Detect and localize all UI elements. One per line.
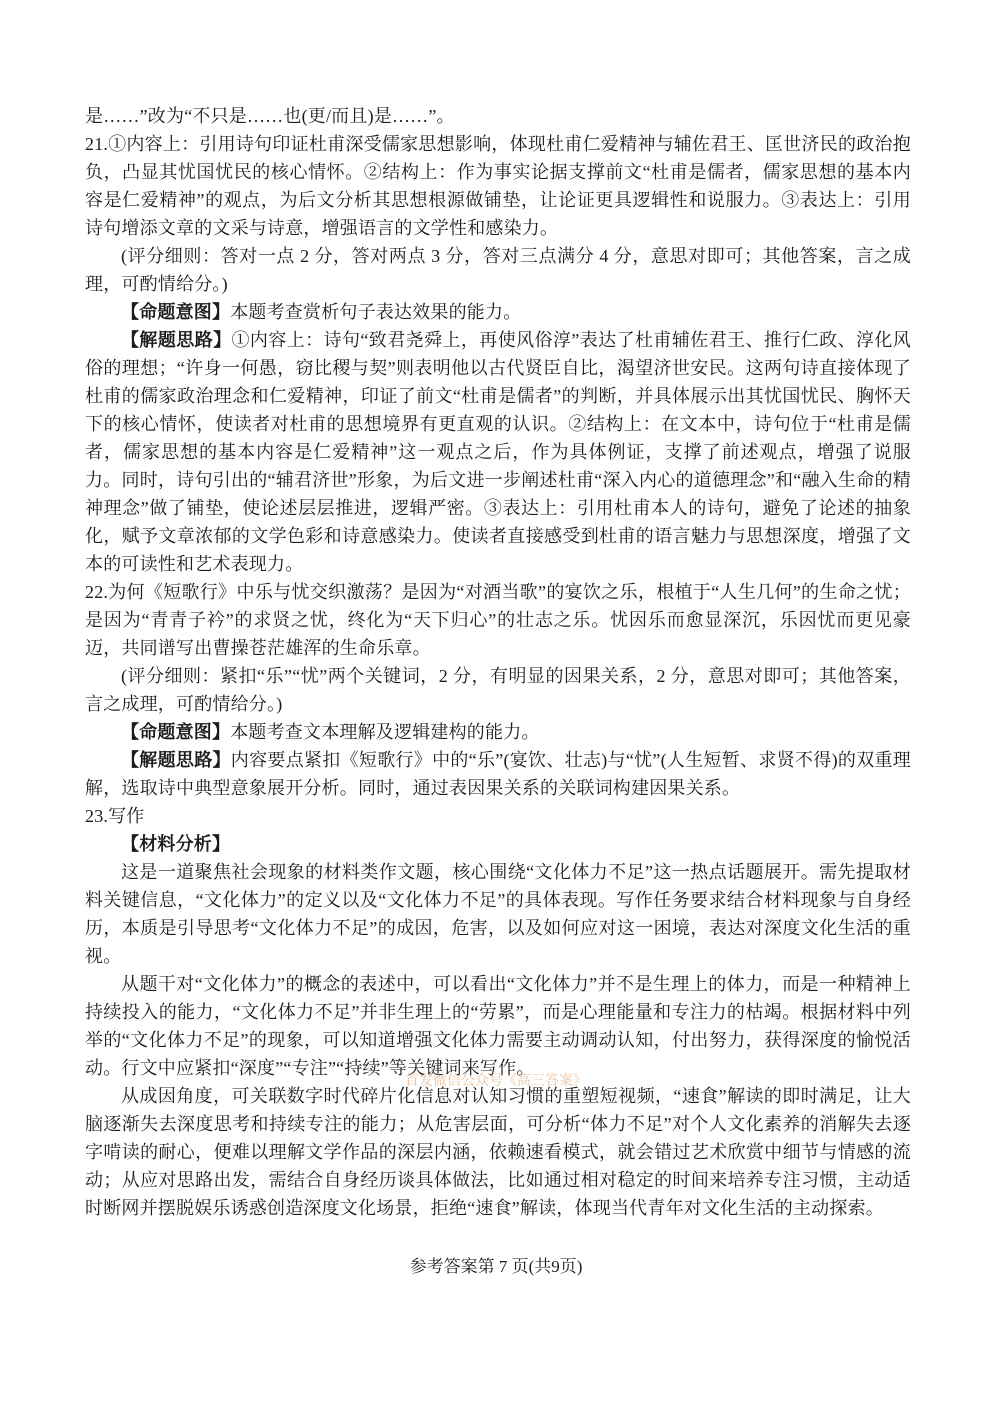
paragraph: (评分细则：紧扣“乐”“忧”两个关键词，2 分，有明显的因果关系，2 分，意思对即可；其他答案，言之成理，可酌情给分。) bbox=[85, 666, 911, 714]
paragraph-label: 【材料分析】 bbox=[121, 834, 231, 854]
paragraph: 23.写作 bbox=[85, 806, 145, 826]
paragraph: 22.为何《短歌行》中乐与忧交织激荡？是因为“对酒当歌”的宴饮之乐，根植于“人生几何”的生命之忧；是因为“青青子衿”的求贤之忧，终化为“天下归心”的壮志之乐。忧因乐而愈显深沉，乐因忧而更见豪迈，共同谱写出曹操苍茫雄浑的生命乐章。 bbox=[85, 582, 911, 658]
paragraph: (评分细则：答对一点 2 分，答对两点 3 分，答对三点满分 4 分，意思对即可；其他答案，言之成理，可酌情给分。) bbox=[85, 246, 911, 294]
paragraph: 【解题思路】①内容上：诗句“致君尧舜上，再使风俗淳”表达了杜甫辅佐君王、推行仁政、淳化风俗的理想；“许身一何愚，窃比稷与契”则表明他以古代贤臣自比，渴望济世安民。这两句诗直接体现了杜甫的儒家政治理念和仁爱精神，印证了前文“杜甫是儒者”的判断，并具体展示出其忧国忧民、胸怀天下的核心情怀，使读者对杜甫的思想境界有更直观的认识。②结构上：在文本中，诗句位于“杜甫是儒者，儒家思想的基本内容是仁爱精神”这一观点之后，作为具体例证，支撑了前述观点，增强了说服力。同时，诗句引出的“辅君济世”形象，为后文进一步阐述杜甫“深入内心的道德理念”和“融入生命的精神理念”做了铺垫，使论述层层推进，逻辑严密。③表达上：引用杜甫本人的诗句，避免了论述的抽象化，赋予文章浓郁的文学色彩和诗意感染力。使读者直接感受到杜甫的语言魅力与思想深度，增强了文本的可读性和艺术表现力。 bbox=[85, 330, 912, 574]
paragraph-label: 【解题思路】 bbox=[121, 750, 231, 770]
paragraph bbox=[85, 830, 911, 858]
paragraph-label: 【命题意图】 bbox=[121, 302, 231, 322]
paragraph: 【命题意图】本题考查赏析句子表达效果的能力。 bbox=[121, 302, 522, 322]
paragraph-label: 【解题思路】 bbox=[121, 330, 232, 350]
paragraph-label: 【命题意图】 bbox=[121, 722, 231, 742]
page-footer: 参考答案第 7 页(共9页) bbox=[409, 1257, 583, 1276]
paragraph: 【解题思路】内容要点紧扣《短歌行》中的“乐”(宴饮、壮志)与“忧”(人生短暂、求贤不得)的双重理解，选取诗中典型意象展开分析。同时，通过表因果关系的关联词构建因果关系。 bbox=[85, 750, 911, 798]
paragraph: 这是一道聚焦社会现象的材料类作文题，核心围绕“文化体力不足”这一热点话题展开。需先提取材料关键信息，“文化体力”的定义以及“文化体力不足”的具体表现。写作任务要求结合材料现象与自身经历，本质是引导思考“文化体力不足”的成因，危害，以及如何应对这一困境，表达对深度文化生活的重视。 bbox=[85, 862, 911, 966]
watermark-text: 首发微信公众号《高三答案》 bbox=[405, 1074, 587, 1089]
paragraph: 21.①内容上：引用诗句印证杜甫深受儒家思想影响，体现杜甫仁爱精神与辅佐君王、匡世济民的政治抱负，凸显其忧国忧民的核心情怀。②结构上：作为事实论据支撑前文“杜甫是儒者，儒家思想的基本内容是仁爱精神”的观点，为后文分析其思想根源做铺垫，让论证更具逻辑性和说服力。③表达上：引用诗句增添文章的文采与诗意，增强语言的文学性和感染力。 bbox=[85, 134, 911, 238]
paragraph: 【命题意图】本题考查文本理解及逻辑建构的能力。 bbox=[121, 722, 540, 742]
document-body bbox=[85, 102, 911, 1222]
paragraph: 从成因角度，可关联数字时代碎片化信息对认知习惯的重塑短视频，“速食”解读的即时满足，让大脑逐渐失去深度思考和持续专注的能力；从危害层面，可分析“体力不足”对个人文化素养的消解失去逐字啃读的耐心，便难以理解文学作品的深层内涵，依赖速看模式，就会错过艺术欣赏中细节与情感的流动；从应对思路出发，需结合自身经历谈具体做法，比如通过相对稳定的时间来培养专注习惯，主动适时断网并摆脱娱乐诱惑创造深度文化场景，拒绝“速食”解读，体现当代青年对文化生活的主动探索。 bbox=[85, 1086, 911, 1218]
paragraph: 从题干对“文化体力”的概念的表述中，可以看出“文化体力”并不是生理上的体力，而是一种精神上持续投入的能力，“文化体力不足”并非生理上的“劳累”，而是心理能量和专注力的枯竭。根据材料中列举的“文化体力不足”的现象，可以知道增强文化体力需要主动调动认知，付出努力，获得深度的愉悦活动。行文中应紧扣“深度”“专注”“持续”等关键词来写作。 bbox=[85, 974, 911, 1078]
paragraph: 是……”改为“不只是……也(更/而且)是……”。 bbox=[85, 106, 455, 126]
